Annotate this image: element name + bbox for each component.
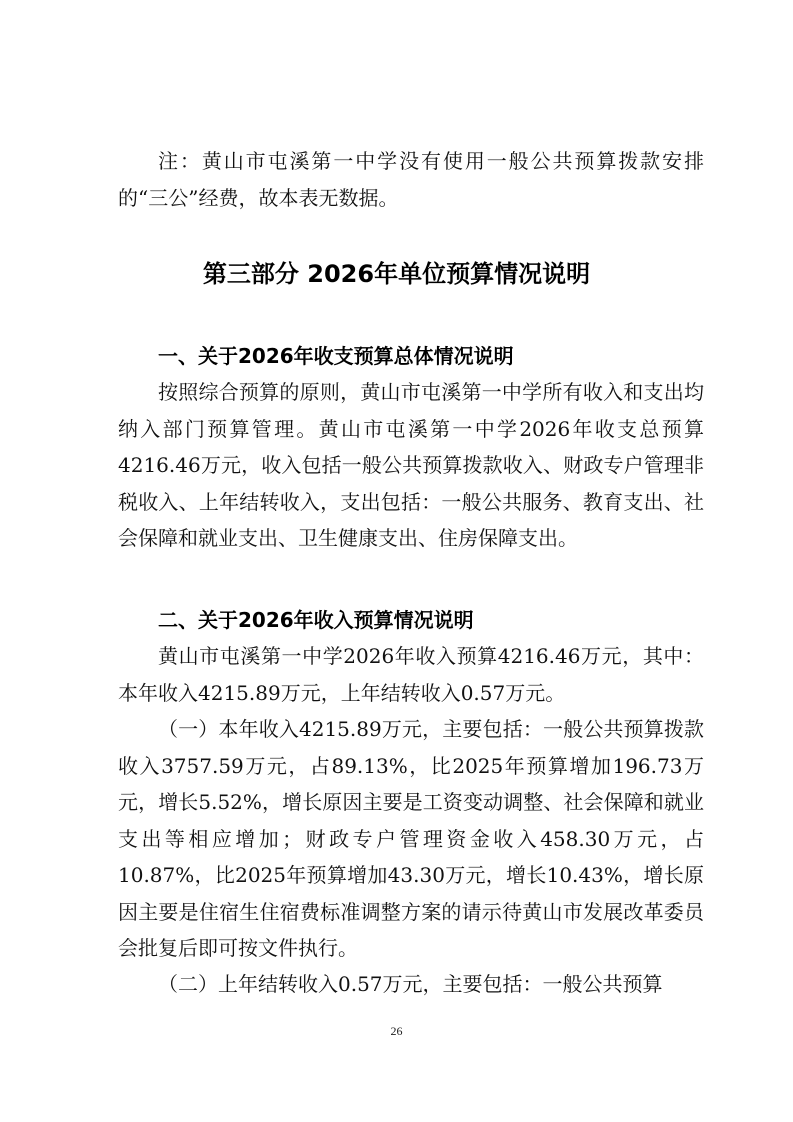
section-2-heading: 二、关于2026年收入预算情况说明: [158, 608, 474, 632]
section-2-paragraph-2: （一）本年收入4215.89万元，主要包括：一般公共预算拨款收入3757.59万元，占89.13%，比2025年预算增加196.73万元，增长5.52%，增长原因主要是工资变动调整、社会保障和就业支出等相应增加；财政专户管理资金收入458.30万元，占10.87%，比2025年预算增加43.30万元，增长10.43%，增长原因主要是住宿生住宿费标准调整方案的请示待黄山市发展改革委员会批复后即可按文件执行。: [118, 717, 704, 960]
section-1-paragraph: 按照综合预算的原则，黄山市屯溪第一中学所有收入和支出均纳入部门预算管理。黄山市屯溪第一中学2026年收支总预算4216.46万元，收入包括一般公共预算拨款收入、财政专户管理非税收入、上年结转收入，支出包括：一般公共服务、教育支出、社会保障和就业支出、卫生健康支出、住房保障支出。: [118, 380, 704, 550]
section-2-paragraph-3: （二）上年结转收入0.57万元，主要包括：一般公共预算: [158, 972, 663, 996]
note-paragraph: 注：黄山市屯溪第一中学没有使用一般公共预算拨款安排的“三公”经费，故本表无数据。: [118, 149, 704, 210]
part-title: 第三部分 2026年单位预算情况说明: [202, 260, 591, 288]
section-1-heading: 一、关于2026年收支预算总体情况说明: [158, 344, 514, 368]
section-2-paragraph-1: 黄山市屯溪第一中学2026年收入预算4216.46万元，其中：本年收入4215.89万元，上年结转收入0.57万元。: [118, 644, 704, 705]
page-number: 26: [390, 1024, 403, 1038]
